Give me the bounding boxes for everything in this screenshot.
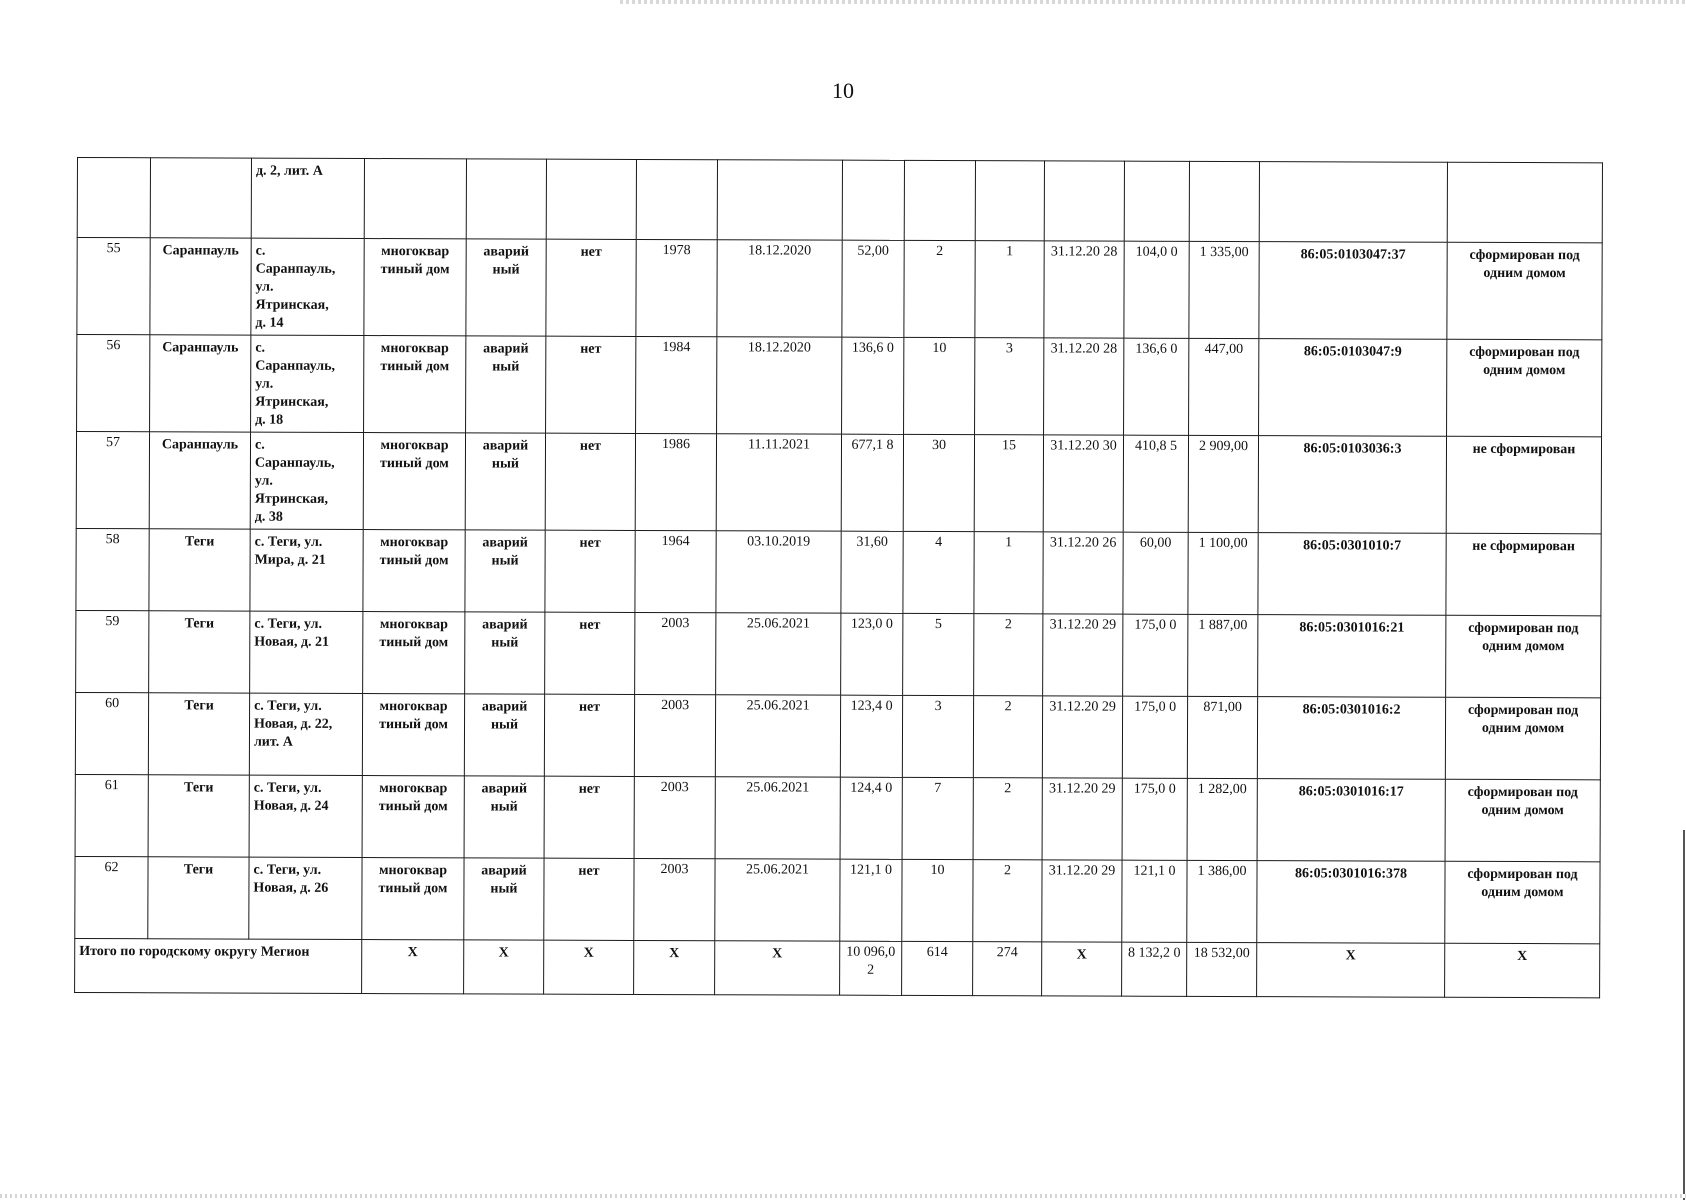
cell-date: 25.06.2021 [715, 777, 840, 859]
cell-number: 57 [76, 432, 149, 529]
cell-municipality: Саранпауль [149, 432, 250, 529]
cell-rooms: 15 [974, 435, 1043, 532]
cell-cost: 1 100,00 [1188, 532, 1258, 614]
cell-flag: нет [545, 612, 635, 694]
cell-state: аварий ный [464, 694, 544, 776]
cell-rooms: 1 [974, 532, 1043, 614]
cell-number: 59 [76, 610, 149, 692]
cell-rooms: 2 [974, 614, 1043, 696]
cell-persons: 10 [902, 859, 973, 941]
total-area: 10 096,0 2 [840, 941, 902, 995]
cell-municipality: Теги [148, 857, 249, 939]
cell-type: многоквар тиный дом [362, 775, 464, 857]
cell-date: 03.10.2019 [716, 531, 841, 613]
cell-cost: 871,00 [1187, 696, 1257, 778]
cell-state: аварий ный [464, 776, 544, 858]
cell-year: 1978 [636, 239, 717, 336]
cell-x: Х [544, 940, 634, 994]
cell-area: 677,1 8 [841, 434, 903, 531]
cell-blank [1044, 161, 1124, 241]
cell-area: 121,1 0 [840, 859, 902, 941]
cell-x: Х [715, 941, 840, 995]
cell-cadastral: 86:05:0103047:37 [1259, 242, 1447, 340]
cell-number: 56 [77, 335, 150, 432]
cell-date: 25.06.2021 [715, 859, 840, 941]
cell-land-status: не сформирован [1446, 533, 1601, 616]
cell-type: многоквар тиный дом [364, 336, 466, 433]
cell-area: 123,0 0 [841, 613, 903, 695]
cell-land-status: сформирован под одним домом [1445, 779, 1600, 862]
table-row-total [75, 938, 1600, 997]
cell-area-resettled: 60,00 [1123, 532, 1188, 614]
cell-deadline: 31.12.20 30 [1043, 435, 1123, 532]
cell-number: 61 [75, 774, 148, 856]
cell-cadastral: 86:05:0103047:9 [1259, 339, 1447, 437]
cell-deadline: 31.12.20 28 [1044, 241, 1124, 338]
cell-year: 2003 [634, 776, 715, 858]
cell-address: с. Теги, ул. Мира, д. 21 [250, 529, 363, 611]
table-row [76, 610, 1601, 697]
cell-state: аварий ный [465, 433, 545, 530]
cell-area-resettled: 104,0 0 [1124, 241, 1189, 338]
cell-cadastral: 86:05:0301016:21 [1258, 615, 1446, 698]
cell-blank [636, 159, 717, 239]
cell-year: 2003 [635, 612, 716, 694]
cell-persons: 7 [902, 777, 973, 859]
cell-cadastral: 86:05:0301010:7 [1258, 533, 1446, 616]
scan-edge-right [1683, 830, 1685, 1200]
cell-persons: 5 [903, 613, 974, 695]
cell-cost: 1 386,00 [1187, 860, 1257, 942]
cell-deadline: 31.12.20 29 [1042, 696, 1122, 778]
cell-type: многоквар тиный дом [364, 239, 466, 336]
cell-cost: 1 887,00 [1188, 614, 1258, 696]
cell-year: 1964 [635, 530, 716, 612]
total-area-resettled: 8 132,2 0 [1122, 942, 1187, 996]
cell-x: Х [362, 939, 464, 993]
cell-persons: 4 [903, 531, 974, 613]
cell-type: многоквар тиный дом [363, 530, 465, 612]
cell-year: 1986 [635, 433, 716, 530]
cell-area-resettled: 175,0 0 [1122, 696, 1187, 778]
table-row [75, 692, 1600, 779]
cell-blank [364, 159, 466, 239]
cell-x: Х [1445, 943, 1600, 998]
cell-deadline: 31.12.20 29 [1042, 778, 1122, 860]
table-row [77, 238, 1602, 340]
cell-rooms: 2 [973, 860, 1042, 942]
cell-flag: нет [545, 530, 635, 612]
cell-date: 25.06.2021 [715, 695, 840, 777]
cell-flag: нет [544, 858, 634, 940]
cell-deadline: 31.12.20 29 [1042, 860, 1122, 942]
cell-flag: нет [546, 336, 636, 433]
cell-cadastral: 86:05:0301016:17 [1257, 779, 1445, 862]
cell-area-resettled: 121,1 0 [1122, 860, 1187, 942]
cell-deadline: 31.12.20 29 [1043, 614, 1123, 696]
cell-persons: 3 [902, 695, 973, 777]
cell-x: Х [634, 940, 715, 994]
cell-date: 25.06.2021 [716, 613, 841, 695]
cell-x: Х [1257, 943, 1445, 998]
cell-deadline: 31.12.20 28 [1044, 338, 1124, 435]
cell-blank [1447, 162, 1602, 243]
cell-cost: 1 282,00 [1187, 778, 1257, 860]
cell-area: 124,4 0 [840, 777, 902, 859]
cell-municipality: Теги [148, 775, 249, 857]
cell-blank [975, 161, 1044, 241]
cell-land-status: сформирован под одним домом [1447, 242, 1602, 340]
cell-land-status: сформирован под одним домом [1445, 697, 1600, 780]
table-row [75, 774, 1600, 861]
cell-blank [1189, 161, 1259, 241]
cell-blank [466, 159, 546, 239]
cell-land-status: сформирован под одним домом [1446, 615, 1601, 698]
cell-year: 2003 [634, 858, 715, 940]
cell-number: 55 [77, 238, 150, 335]
housing-table [74, 157, 1603, 998]
cell-municipality: Теги [149, 529, 250, 611]
cell-blank [842, 160, 904, 240]
cell-cost: 2 909,00 [1188, 435, 1258, 532]
cell-x: Х [1042, 942, 1122, 996]
table-row [76, 528, 1601, 615]
cell-blank [546, 159, 636, 239]
cell-state: аварий ный [465, 612, 545, 694]
cell-cost: 1 335,00 [1189, 241, 1259, 338]
cell-year: 2003 [634, 694, 715, 776]
cell-area: 31,60 [841, 531, 903, 613]
cell-address: с. Саранпауль, ул. Ятринская, д. 38 [250, 432, 363, 529]
cell-persons: 2 [904, 240, 975, 337]
total-label: Итого по городскому округу Мегион [75, 938, 362, 993]
cell-state: аварий ный [465, 530, 545, 612]
cell-area-resettled: 410,8 5 [1123, 435, 1188, 532]
scan-edge-top [620, 0, 1686, 4]
cell-blank [150, 158, 251, 238]
cell-cadastral: 86:05:0301016:2 [1257, 697, 1445, 780]
cell-number: 62 [75, 856, 148, 938]
cell-rooms: 2 [973, 778, 1042, 860]
cell-flag: нет [544, 694, 634, 776]
cell-flag: нет [544, 776, 634, 858]
cell-number: 58 [76, 528, 149, 610]
cell-land-status: не сформирован [1446, 436, 1601, 534]
cell-rooms: 3 [975, 338, 1044, 435]
cell-cadastral: 86:05:0301016:378 [1257, 861, 1445, 944]
cell-municipality: Теги [148, 693, 249, 775]
cell-persons: 30 [903, 434, 974, 531]
cell-address: с. Теги, ул. Новая, д. 24 [249, 775, 362, 857]
table-row [75, 856, 1600, 943]
cell-land-status: сформирован под одним домом [1445, 861, 1600, 944]
cell-municipality: Саранпауль [150, 335, 251, 432]
cell-blank [904, 160, 975, 240]
cell-address: с. Теги, ул. Новая, д. 21 [250, 611, 363, 693]
cell-type: многоквар тиный дом [363, 612, 465, 694]
cell-state: аварий ный [466, 336, 546, 433]
cell-date: 18.12.2020 [717, 337, 842, 434]
cell-address: д. 2, лит. А [251, 158, 364, 238]
cell-area: 136,6 0 [842, 337, 904, 434]
cell-area: 123,4 0 [840, 695, 902, 777]
cell-municipality: Саранпауль [150, 238, 251, 335]
cell-municipality: Теги [149, 611, 250, 693]
cell-rooms: 1 [975, 241, 1044, 338]
cell-area-resettled: 136,6 0 [1124, 338, 1189, 435]
cell-state: аварий ный [466, 239, 546, 336]
cell-x: Х [464, 940, 544, 994]
cell-address: с. Саранпауль, ул. Ятринская, д. 18 [251, 335, 364, 432]
cell-address: с. Теги, ул. Новая, д. 22, лит. А [249, 693, 362, 775]
table-row [76, 432, 1601, 534]
cell-rooms: 2 [973, 696, 1042, 778]
total-rooms: 274 [973, 942, 1042, 996]
cell-area-resettled: 175,0 0 [1122, 778, 1187, 860]
cell-year: 1984 [636, 336, 717, 433]
cell-type: многоквар тиный дом [362, 857, 464, 939]
table-row [77, 335, 1602, 437]
cell-state: аварий ный [464, 858, 544, 940]
cell-address: с. Теги, ул. Новая, д. 26 [249, 857, 362, 939]
scan-edge-bottom [0, 1194, 1686, 1198]
total-cost: 18 532,00 [1187, 942, 1257, 996]
cell-type: многоквар тиный дом [362, 694, 464, 776]
cell-blank [717, 160, 842, 240]
cell-address: с. Саранпауль, ул. Ятринская, д. 14 [251, 238, 364, 335]
cell-flag: нет [546, 239, 636, 336]
cell-cost: 447,00 [1189, 338, 1259, 435]
cell-flag: нет [545, 433, 635, 530]
total-persons: 614 [902, 941, 973, 995]
cell-area: 52,00 [842, 240, 904, 337]
cell-cadastral: 86:05:0103036:3 [1258, 436, 1446, 534]
cell-area-resettled: 175,0 0 [1123, 614, 1188, 696]
cell-blank [77, 158, 150, 238]
cell-date: 18.12.2020 [717, 240, 842, 337]
cell-number: 60 [75, 692, 148, 774]
cell-persons: 10 [904, 337, 975, 434]
cell-blank [1259, 162, 1447, 243]
cell-blank [1124, 161, 1189, 241]
cell-type: многоквар тиный дом [363, 433, 465, 530]
table-row-continuation [77, 158, 1602, 243]
page-number: 10 [832, 78, 854, 103]
cell-date: 11.11.2021 [716, 434, 841, 531]
cell-deadline: 31.12.20 26 [1043, 532, 1123, 614]
cell-land-status: сформирован под одним домом [1447, 339, 1602, 437]
